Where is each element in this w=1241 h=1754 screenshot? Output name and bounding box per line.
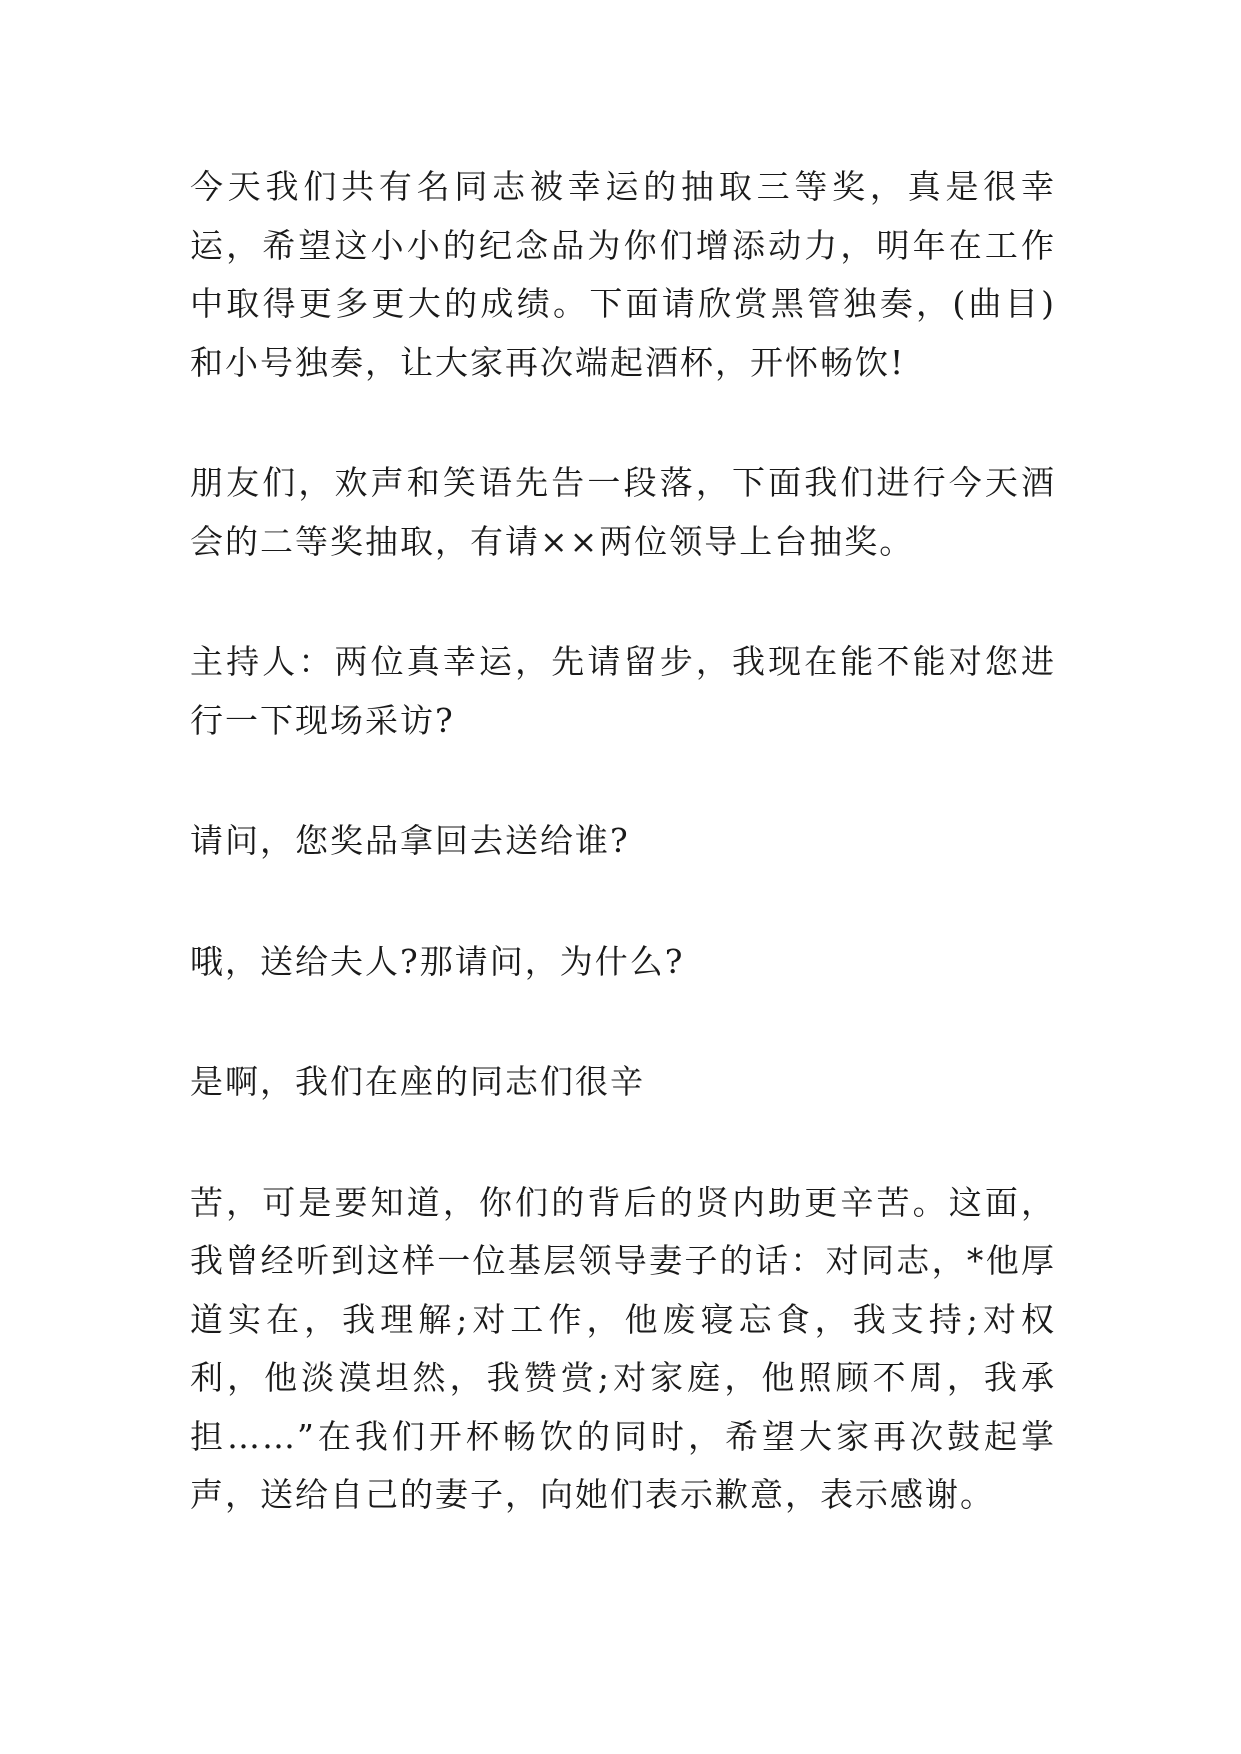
paragraph-comrades-hard: 是啊，我们在座的同志们很辛: [190, 1062, 645, 1101]
paragraph-third-prize: 今天我们共有名同志被幸运的抽取三等奖，真是很幸运，希望这小小的纪念品为你们增添动力，明年在工作中取得更多更大的成绩。下面请欣赏黑管独奏，(曲目)和小号独奏，让大家再次端起酒杯，开怀畅饮!: [190, 167, 1056, 382]
paragraph-second-prize-draw: 朋友们，欢声和笑语先告一段落，下面我们进行今天酒会的二等奖抽取，有请××两位领导上台抽奖。: [190, 463, 1056, 561]
paragraph-question-gift: 请问，您奖品拿回去送给谁?: [190, 821, 630, 860]
paragraph-thanks-wives: 苦，可是要知道，你们的背后的贤内助更辛苦。这面，我曾经听到这样一位基层领导妻子的话：对同志，*他厚道实在，我理解;对工作，他废寝忘食，我支持;对权利，他淡漠坦然，我赞赏;对家庭，他照顾不周，我承担……”在我们开杯畅饮的同时，希望大家再次鼓起掌声，送给自己的妻子，向她们表示歉意，表示感谢。: [190, 1182, 1056, 1514]
paragraph-host-interview: 主持人：两位真幸运，先请留步，我现在能不能对您进行一下现场采访?: [190, 642, 1056, 740]
document-body: [190, 158, 1056, 1525]
paragraph-question-why: 哦，送给夫人?那请问，为什么?: [190, 941, 685, 981]
